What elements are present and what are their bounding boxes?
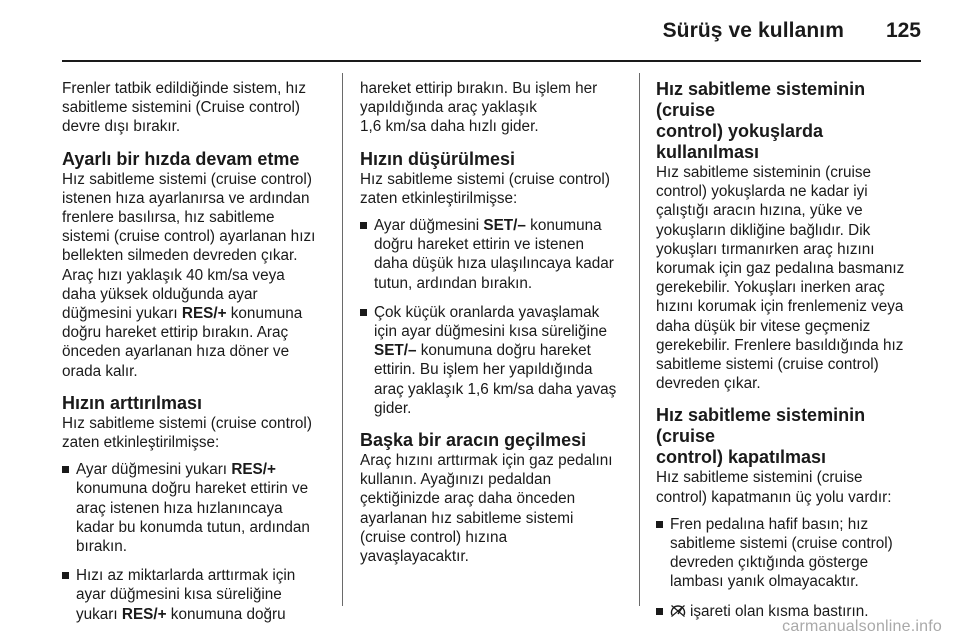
increase-intro: Hız sabitleme sistemi (cruise control) zaten etkinleştirilmişse: — [62, 414, 312, 452]
res-label: RES/+ — [231, 461, 276, 479]
list-item — [62, 460, 330, 556]
decrease-b2-a: Çok küçük oranlarda yavaşlamak için ayar düğmesini kısa süreliğine — [374, 303, 607, 341]
turn-off-b2: işareti olan kısma bastırın. — [690, 602, 869, 620]
bullet-icon — [62, 572, 69, 579]
decrease-intro: Hız sabitleme sistemi (cruise control) zaten etkinleştirilmişse: — [360, 170, 610, 207]
bullet-icon — [360, 309, 367, 316]
turn-off-b1: Fren pedalına hafif basın; hız sabitleme sistemi (cruise control) devreden çıktığında gösterge lambası yanık olmayacaktır. — [670, 515, 893, 591]
section-hills — [656, 79, 924, 393]
decrease-b1-b: konumuna doğru hareket ettirin ve istenen daha düşük hıza ulaşılıncaya kadar tutun, ardından bırakın. — [374, 217, 614, 292]
turn-off-intro: Hız sabitleme sistemini (cruise control) kapatmanın üç yolu vardır: — [656, 469, 892, 506]
res-label: RES/+ — [181, 305, 227, 323]
increase-b2-a: Hızı az miktarlarda arttırmak için ayar düğmesini kısa süreliğine yukarı — [76, 567, 296, 623]
resume-paragraph — [62, 170, 330, 381]
list-item — [62, 566, 330, 624]
set-label: SET/– — [374, 342, 417, 360]
page-number: 125 — [885, 19, 921, 42]
page-header — [0, 0, 960, 60]
bullet-icon — [656, 608, 663, 615]
cruise-control-off-icon — [670, 604, 686, 618]
column-2 — [360, 79, 630, 578]
section-title-hills: Hız sabitleme sisteminin (cruise control) yokuşlarda kullanılması — [656, 79, 866, 162]
section-turn-off — [656, 405, 924, 620]
continued-paragraph: hareket ettirip bırakın. Bu işlem her yapıldığında araç yaklaşık 1,6 km/sa daha hızlı gider. — [360, 80, 598, 136]
resume-text-b: konumuna doğru hareket ettirip bırakın. Araç önceden ayarlanan hıza döner ve orada kalır. — [62, 305, 303, 380]
column-divider-2 — [639, 73, 640, 606]
increase-b2-b: konumuna doğru — [166, 605, 286, 623]
column-1 — [62, 79, 330, 636]
section-title-overtaking: Başka bir aracın geçilmesi — [360, 430, 587, 451]
section-resume-speed — [62, 149, 330, 381]
decrease-b2-b: konumuna doğru hareket ettirin. Bu işlem her yapıldığında araç yaklaşık 1,6 km/sa daha yavaş gider. — [374, 342, 617, 417]
column-divider-1 — [342, 73, 343, 606]
section-title-increase: Hızın arttırılması — [62, 392, 203, 413]
section-title-decrease: Hızın düşürülmesi — [360, 148, 516, 169]
bullet-icon — [656, 521, 663, 528]
footer-watermark: carmanualsonline.info — [782, 618, 942, 635]
increase-b1-b: konumuna doğru hareket ettirin ve araç istenen hıza hızlanıncaya kadar bu konumda tutun, ardından bırakın. — [76, 480, 310, 556]
turn-off-list — [656, 515, 924, 621]
intro-paragraph: Frenler tatbik edildiğinde sistem, hız sabitleme sistemini (Cruise control) devre dışı bırakır. — [62, 80, 307, 136]
decrease-b1-a: Ayar düğmesini — [374, 217, 484, 235]
bullet-icon — [62, 466, 69, 473]
increase-list — [62, 460, 330, 624]
resume-text-a: Hız sabitleme sistemi (cruise control) istenen hıza ayarlanırsa ve ardından frenlere basılırsa, hız sabitleme sistemi (cruise control) ayarlanan hızı bellekten silmeden devreden çıkar. Araç hızı yaklaşık 40 km/sa veya daha yüksek olduğunda ayar düğmesini yukarı — [62, 170, 316, 323]
bullet-icon — [360, 222, 367, 229]
section-increase-speed — [62, 393, 330, 624]
set-label: SET/– — [483, 217, 526, 235]
list-item — [360, 303, 630, 418]
section-title-turn-off: Hız sabitleme sisteminin (cruise control) kapatılması — [656, 405, 866, 468]
res-label: RES/+ — [121, 605, 167, 623]
header-rule — [62, 60, 921, 62]
increase-b1-a: Ayar düğmesini yukarı — [76, 461, 232, 479]
list-item — [360, 216, 630, 293]
section-title-resume: Ayarlı bir hızda devam etme — [62, 148, 300, 169]
column-3 — [656, 79, 924, 633]
hills-paragraph: Hız sabitleme sisteminin (cruise control) yokuşlarda ne kadar iyi çalıştığı aracın hızına, yüke ve yokuşların dikliğine bağlıdır. Dik yokuşları tırmanırken araç hızını korumak için gaz pedalına basmanız gerekebilir. Yokuşları inerken araç hızını korumak için frenlemeniz veya daha düşük bir vitese geçmeniz gerekebilir. Frenlere basıldığında hız sabitleme sistemi (cruise control) devreden çıkar. — [656, 164, 905, 393]
section-decrease-speed — [360, 149, 630, 418]
decrease-list — [360, 216, 630, 418]
list-item — [656, 515, 924, 592]
section-overtaking — [360, 430, 630, 566]
header-title: Sürüş ve kullanım — [662, 19, 844, 42]
overtaking-paragraph: Araç hızını arttırmak için gaz pedalını kullanın. Ayağınızı pedaldan çektiğinizde araç daha önceden ayarlanan hız sabitleme sistemi (cruise control) hızına yavaşlayacaktır. — [360, 452, 613, 566]
